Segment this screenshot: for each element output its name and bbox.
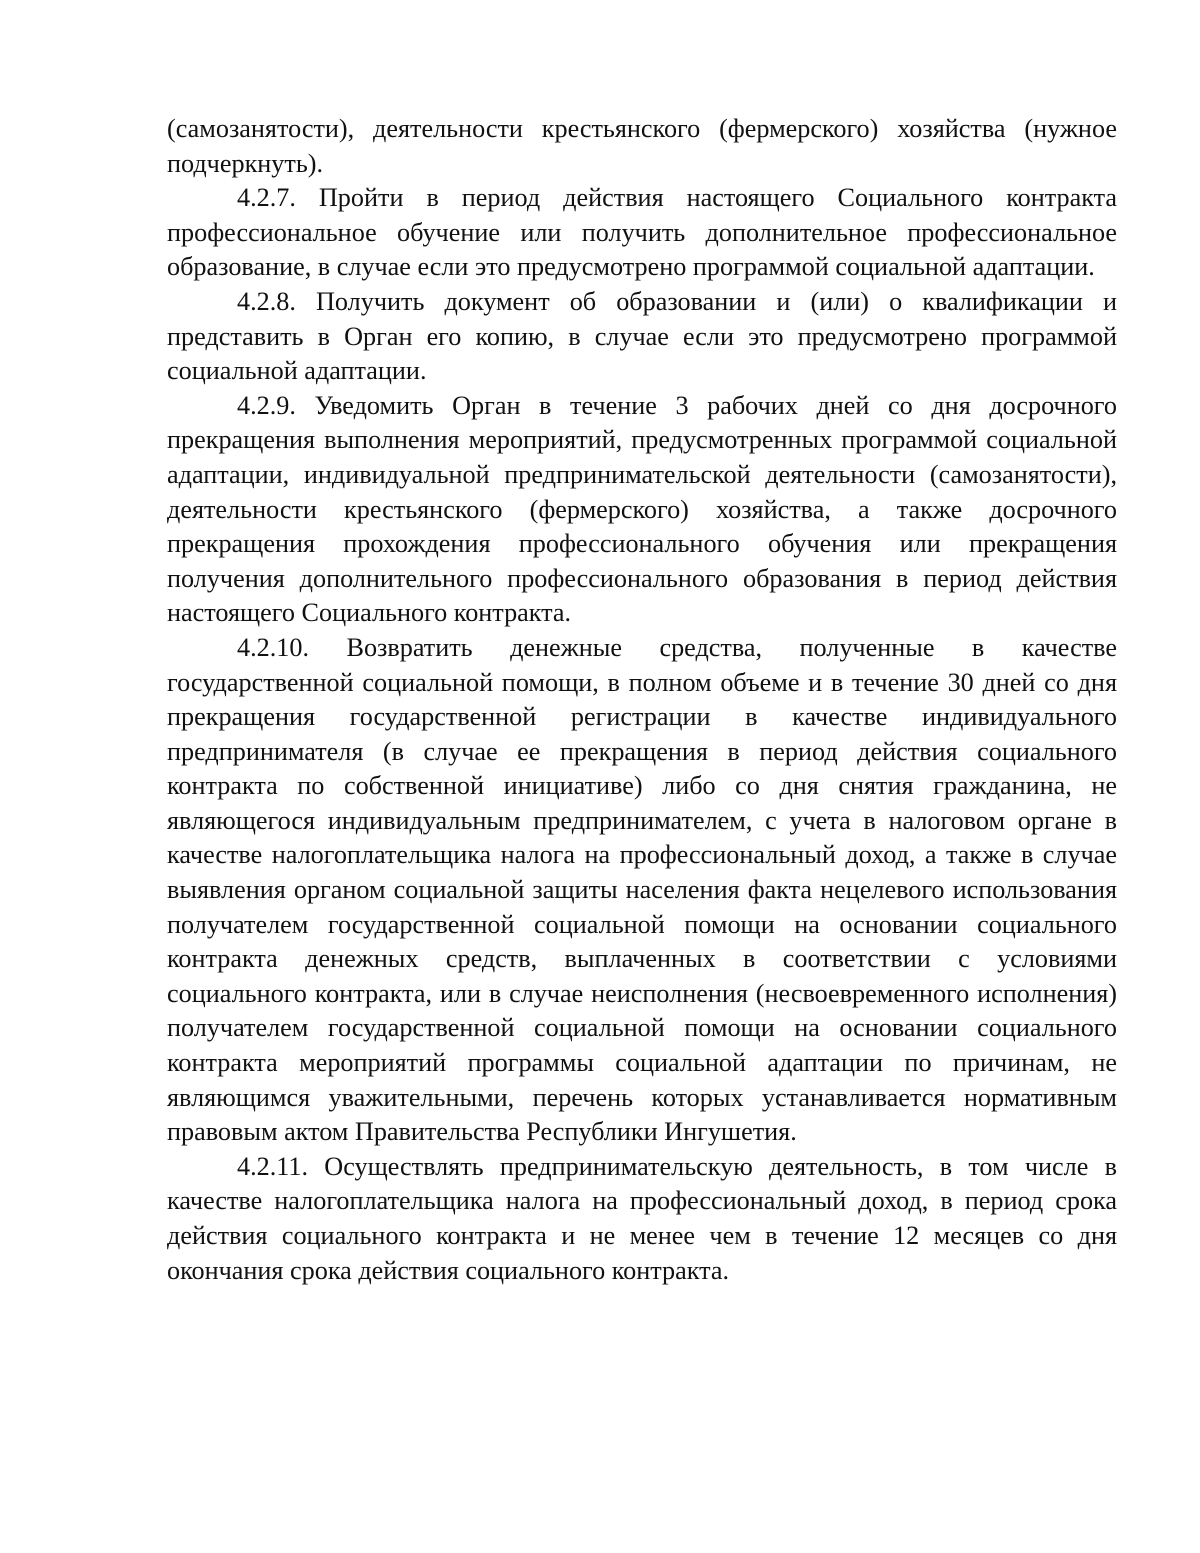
paragraph-4-2-10: 4.2.10. Возвратить денежные средства, полученные в качестве государственной социальной помощи, в полном объеме и в течение 30 дней со дня прекращения государственной регистрации в качестве индивидуального предпринимателя (в случае ее прекращения в период действия социального контракта по собственной инициативе) либо со дня снятия гражданина, не являющегося индивидуальным предпринимателем, с учета в налоговом органе в качестве налогоплательщика налога на профессиональный доход, а также в случае выявления органом социальной защиты населения факта нецелевого использования получателем государственной социальной помощи на основании социального контракта денежных средств, выплаченных в соответствии с условиями социального контракта, или в случае неисполнения (несвоевременного исполнения) получателем государственной социальной помощи на основании социального контракта мероприятий программы социальной адаптации по причинам, не являющимся уважительными, перечень которых устанавливается нормативным правовым актом Правительства Республики Ингушетия. bbox=[167, 632, 1117, 1147]
paragraph-4-2-9: 4.2.9. Уведомить Орган в течение 3 рабочих дней со дня досрочного прекращения выполнения мероприятий, предусмотренных программой социальной адаптации, индивидуальной предпринимательской деятельности (самозанятости), деятельности крестьянского (фермерского) хозяйства, а также досрочного прекращения прохождения профессионального обучения или прекращения получения дополнительного профессионального образования в период действия настоящего Социального контракта. bbox=[167, 390, 1117, 628]
paragraph-continuation: (самозанятости), деятельности крестьянского (фермерского) хозяйства (нужное подчеркнуть). bbox=[167, 114, 1117, 178]
document-page bbox=[167, 112, 1117, 1288]
paragraph-4-2-8: 4.2.8. Получить документ об образовании и (или) о квалификации и представить в Орган его копию, в случае если это предусмотрено программой социальной адаптации. bbox=[167, 286, 1117, 386]
paragraph-4-2-11: 4.2.11. Осуществлять предпринимательскую деятельность, в том числе в качестве налогоплательщика налога на профессиональный доход, в период срока действия социального контракта и не менее чем в течение 12 месяцев со дня окончания срока действия социального контракта. bbox=[167, 1151, 1117, 1285]
paragraph-4-2-7: 4.2.7. Пройти в период действия настоящего Социального контракта профессиональное обучение или получить дополнительное профессиональное образование, в случае если это предусмотрено программой социальной адаптации. bbox=[167, 183, 1117, 282]
